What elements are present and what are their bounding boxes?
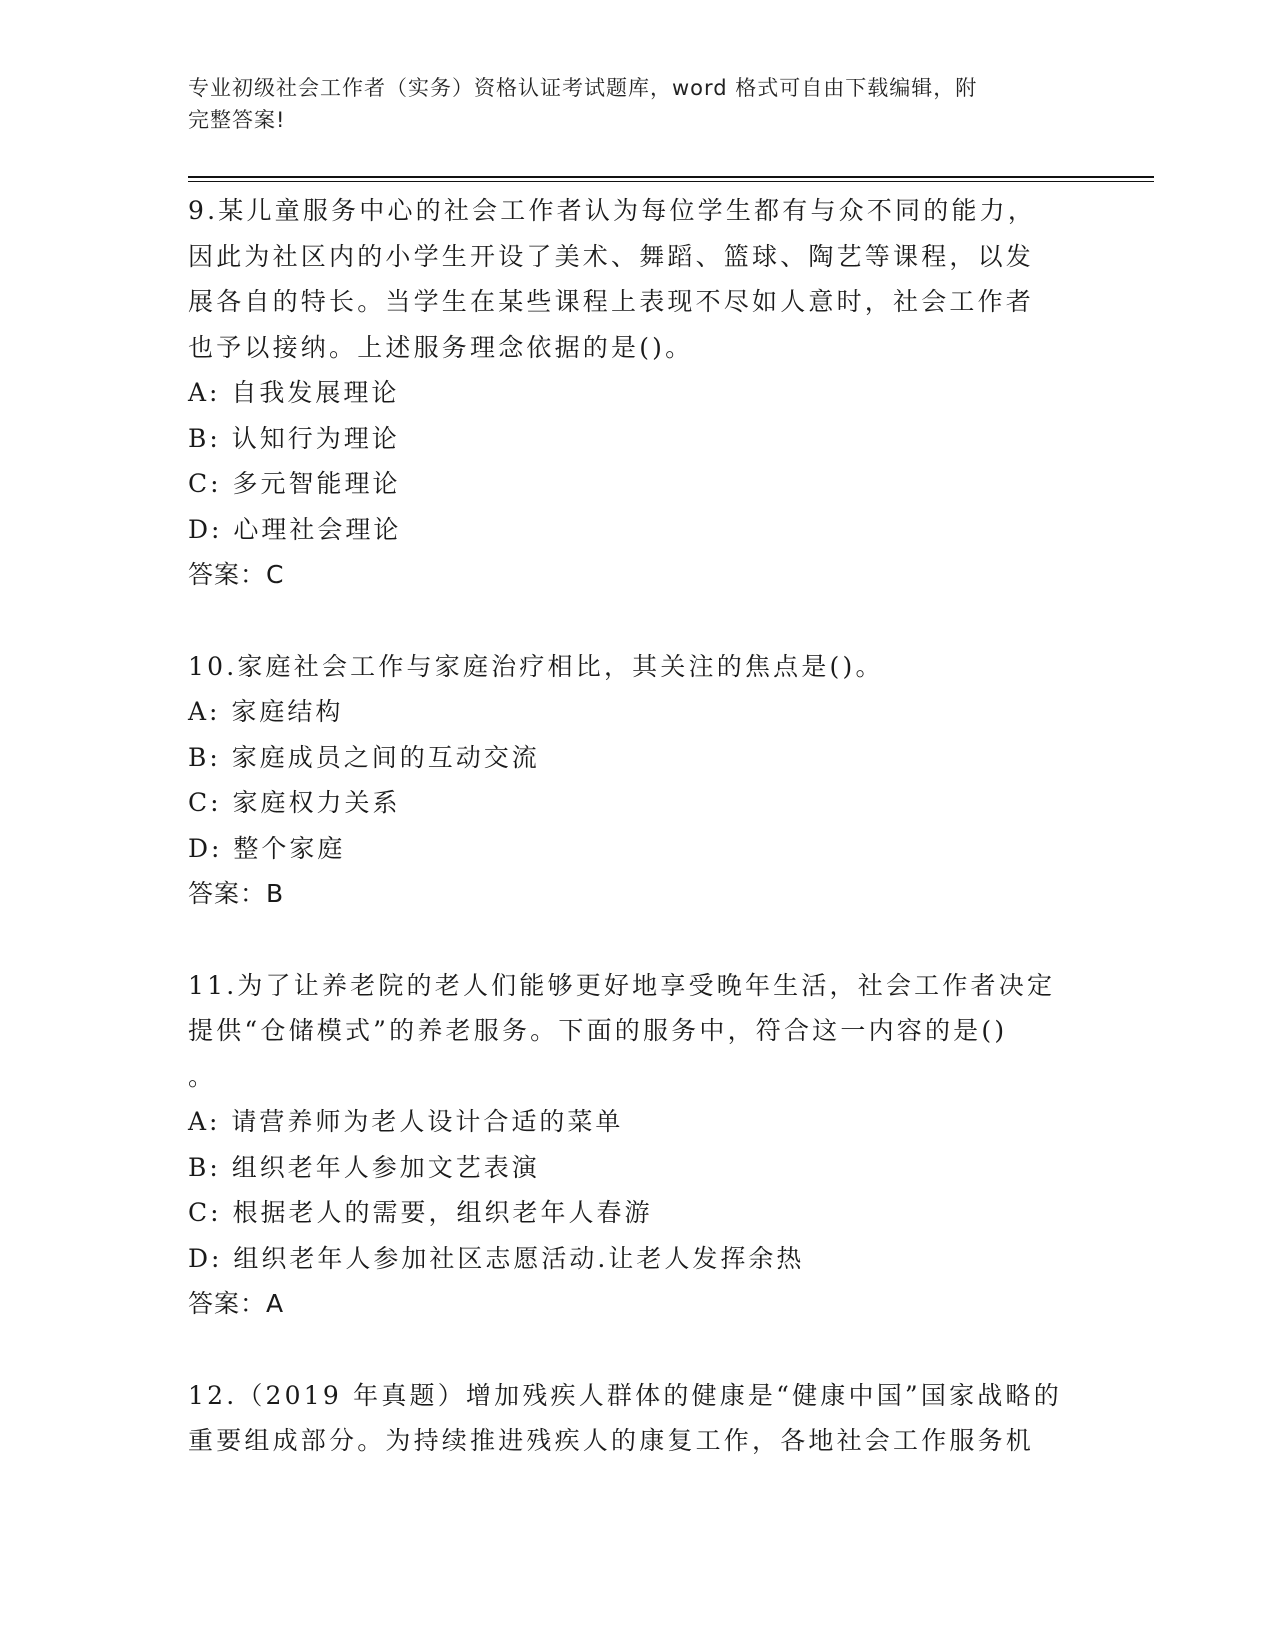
question-stem-line: 重要组成部分。为持续推进残疾人的康复工作，各地社会工作服务机 [188, 1426, 1035, 1455]
question-stem-line: 11.为了让养老院的老人们能够更好地享受晚年生活，社会工作者决定 [188, 970, 1056, 1000]
option-d: D: 心理社会理论 [188, 514, 402, 544]
answer-label: 答案：A [188, 1289, 285, 1318]
question-stem-line: 也予以接纳。上述服务理念依据的是()。 [188, 332, 694, 362]
question-11 [188, 963, 1088, 1327]
question-stem-line: 提供“仓储模式”的养老服务。下面的服务中，符合这一内容的是() [188, 1016, 1008, 1045]
question-stem-line: 12.（2019 年真题）增加残疾人群体的健康是“健康中国”国家战略的 [188, 1380, 1062, 1410]
question-stem-line: 因此为社区内的小学生开设了美术、舞蹈、篮球、陶艺等课程，以发 [188, 241, 1035, 271]
question-gap [188, 598, 1088, 644]
option-a: A: 自我发展理论 [188, 378, 400, 407]
answer-label: 答案：C [188, 560, 285, 589]
option-c: C: 多元智能理论 [188, 469, 401, 498]
option-c: C: 家庭权力关系 [188, 788, 401, 817]
question-stem-line: 10.家庭社会工作与家庭治疗相比，其关注的焦点是()。 [188, 651, 884, 681]
header-rule-thin [188, 181, 1154, 182]
question-stem-line: 。 [188, 1061, 217, 1091]
document-header [188, 72, 1088, 136]
question-gap [188, 917, 1088, 963]
option-a: A: 家庭结构 [188, 697, 344, 726]
option-c: C: 根据老人的需要，组织老年人春游 [188, 1198, 653, 1227]
question-stem-line: 展各自的特长。当学生在某些课程上表现不尽如人意时，社会工作者 [188, 287, 1035, 316]
answer-label: 答案：B [188, 879, 285, 908]
question-12 [188, 1373, 1088, 1464]
question-9 [188, 188, 1088, 598]
option-a: A: 请营养师为老人设计合适的菜单 [188, 1107, 624, 1136]
header-line-1: 专业初级社会工作者（实务）资格认证考试题库，word 格式可自由下载编辑，附 [188, 76, 978, 100]
option-b: B: 认知行为理论 [188, 423, 400, 453]
question-gap [188, 1327, 1088, 1373]
header-line-2: 完整答案! [188, 108, 286, 132]
option-d: D: 整个家庭 [188, 833, 346, 863]
option-d: D: 组织老年人参加社区志愿活动.让老人发挥余热 [188, 1243, 805, 1273]
header-rule-thick [188, 176, 1154, 178]
question-list [188, 188, 1088, 1464]
option-b: B: 家庭成员之间的互动交流 [188, 742, 540, 772]
question-10 [188, 644, 1088, 917]
question-stem-line: 9.某儿童服务中心的社会工作者认为每位学生都有与众不同的能力， [188, 196, 1037, 225]
option-b: B: 组织老年人参加文艺表演 [188, 1152, 540, 1182]
